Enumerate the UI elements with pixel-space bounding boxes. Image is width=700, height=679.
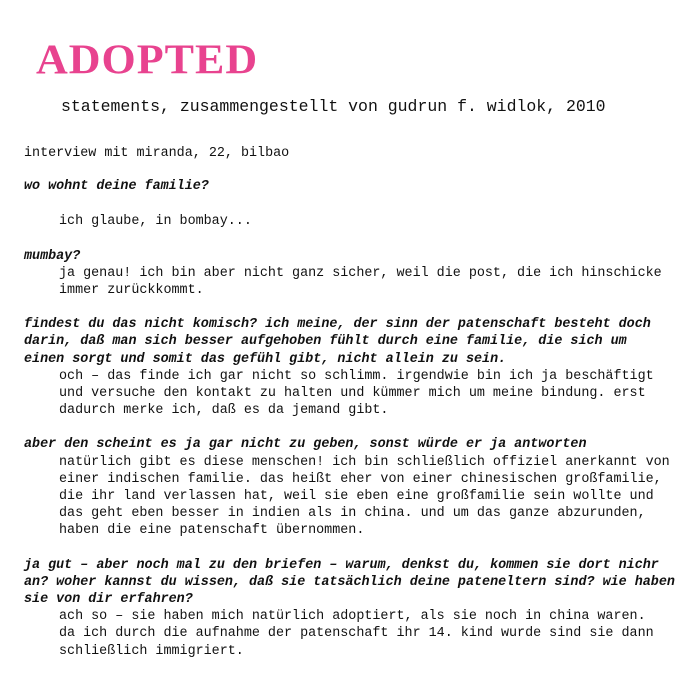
qa-block	[24, 178, 684, 230]
answer-line: einer indischen familie. das heißt eher von einer chinesischen großfamilie,	[59, 471, 662, 487]
subtitle: statements, zusammengestellt von gudrun f. widlok, 2010	[61, 97, 606, 116]
adopted-logo: ADOPTED	[36, 36, 259, 83]
qa-block	[24, 316, 684, 419]
interview-intro: interview mit miranda, 22, bilbao	[24, 146, 290, 161]
answer	[59, 454, 684, 540]
question	[24, 436, 684, 453]
answer-line: och – das finde ich gar nicht so schlimm. irgendwie bin ich ja beschäftigt	[59, 368, 654, 384]
question-line: mumbay?	[24, 248, 81, 264]
answer-line: natürlich gibt es diese menschen! ich bin schließlich offiziel anerkannt von	[59, 454, 670, 470]
question	[24, 178, 684, 195]
qa-block	[24, 436, 684, 539]
question	[24, 557, 684, 609]
answer	[59, 213, 684, 230]
question-line: darin, daß man sich besser aufgehoben fühlt durch eine familie, die sich um	[24, 334, 627, 350]
answer-line: ach so – sie haben mich natürlich adoptiert, als sie noch in china waren.	[59, 609, 646, 625]
question-line: ja gut – aber noch mal zu den briefen – warum, denkst du, kommen sie dort nichr	[24, 557, 659, 573]
question	[24, 316, 684, 368]
answer-line: da ich durch die aufnahme der patenschaft ihr 14. kind wurde sind sie dann	[59, 626, 654, 642]
answer-line: schließlich immigriert.	[59, 643, 244, 659]
answer-line: immer zurückkommt.	[59, 283, 204, 299]
interview-body	[24, 145, 684, 677]
answer-line: dadurch merke ich, daß es da jemand gibt.	[59, 403, 389, 419]
question-line: aber den scheint es ja gar nicht zu geben, sonst würde er ja antworten	[24, 437, 587, 453]
answer-line: haben die eine patenschaft übernommen.	[59, 523, 365, 539]
question-line: an? woher kannst du wissen, daß sie tatsächlich deine pateneltern sind? wie haben	[24, 574, 675, 590]
answer-line: die ihr land verlassen hat, weil sie eben eine großfamilie sein wollte und	[59, 489, 654, 505]
answer	[59, 368, 684, 420]
answer-line: ja genau! ich bin aber nicht ganz sicher, weil die post, die ich hinschicke	[59, 265, 662, 281]
answer-line: ich glaube, in bombay...	[59, 214, 252, 230]
question-line: sie von dir erfahren?	[24, 592, 193, 608]
question	[24, 248, 684, 265]
qa-block	[24, 557, 684, 660]
question-line: einen sorgt und somit das gefühl gibt, nicht allein zu sein.	[24, 351, 507, 367]
answer-line: und versuche den kontakt zu halten und kümmer mich um meine bindung. erst	[59, 386, 646, 402]
answer	[59, 265, 684, 299]
qa-list	[24, 178, 684, 660]
question-line: wo wohnt deine familie?	[24, 179, 209, 195]
question-line: findest du das nicht komisch? ich meine, der sinn der patenschaft besteht doch	[24, 317, 651, 333]
answer	[59, 608, 684, 660]
qa-block	[24, 248, 684, 300]
answer-line: das geht eben besser in indien als in china. und um das ganze abzurunden,	[59, 506, 646, 522]
